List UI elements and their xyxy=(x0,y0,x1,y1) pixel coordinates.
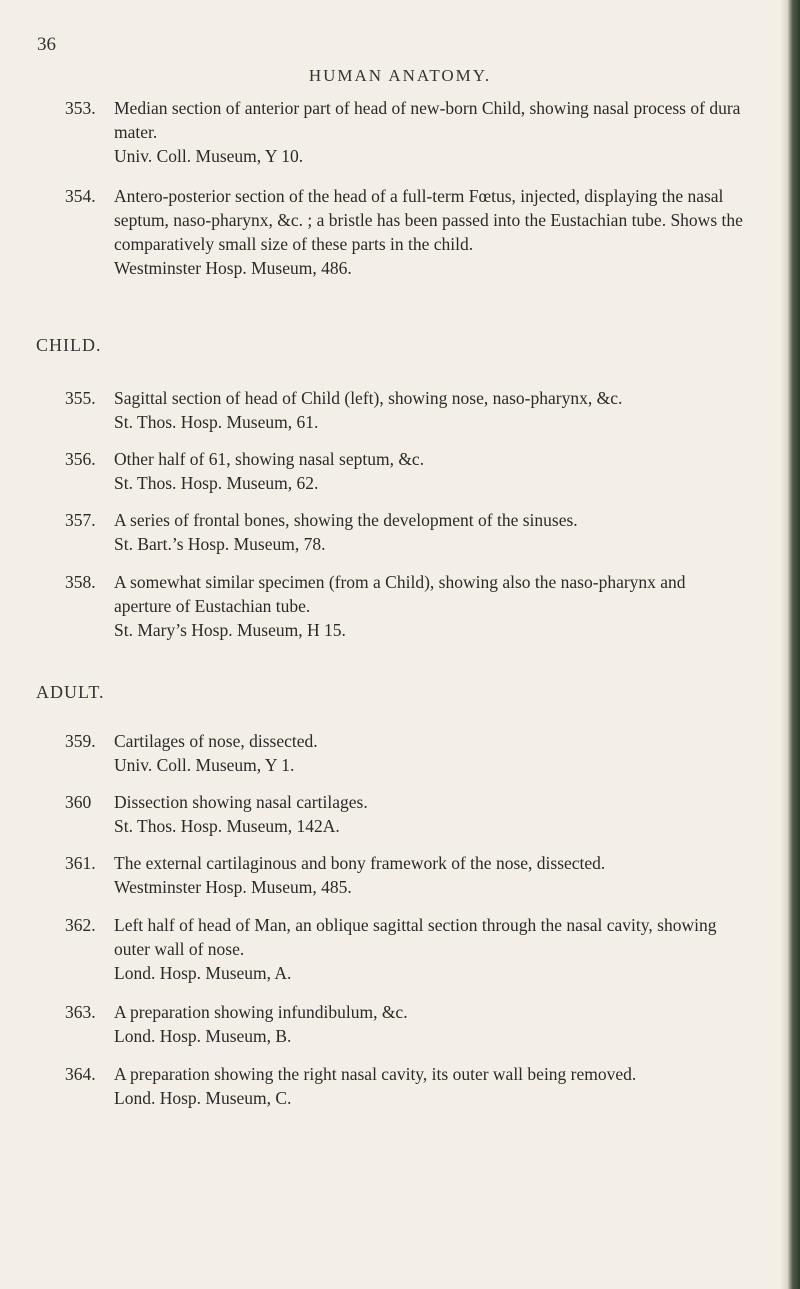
entry-source: St. Thos. Hosp. Museum, 61. xyxy=(114,412,319,432)
entry-source: Westminster Hosp. Museum, 486. xyxy=(114,258,352,278)
entry-number: 353. xyxy=(65,98,96,118)
entry-source: Westminster Hosp. Museum, 485. xyxy=(114,877,352,897)
entry-source: Lond. Hosp. Museum, A. xyxy=(114,963,292,983)
entry-number: 362. xyxy=(65,915,96,935)
section-heading-child: CHILD. xyxy=(36,335,102,355)
entry-source: St. Bart.’s Hosp. Museum, 78. xyxy=(114,534,326,554)
entry-number: 364. xyxy=(65,1064,96,1084)
entry-source: St. Thos. Hosp. Museum, 62. xyxy=(114,473,319,493)
entry-description: Median section of anterior part of head of new-born Child, showing nasal process of dura mater. xyxy=(114,98,741,142)
page-edge-shadow xyxy=(780,0,788,1289)
entry-source: St. Thos. Hosp. Museum, 142A. xyxy=(114,816,340,836)
entry-358 xyxy=(65,570,745,642)
entry-357 xyxy=(65,508,745,556)
entry-number: 354. xyxy=(65,186,96,206)
entry-number: 363. xyxy=(65,1002,96,1022)
entry-source: Lond. Hosp. Museum, C. xyxy=(114,1088,292,1108)
entry-description: A series of frontal bones, showing the development of the sinuses. xyxy=(114,510,578,530)
entry-description: Sagittal section of head of Child (left), showing nose, naso-pharynx, &c. xyxy=(114,388,623,408)
entry-361 xyxy=(65,851,745,899)
entry-description: A preparation showing infundibulum, &c. xyxy=(114,1002,408,1022)
entry-363 xyxy=(65,1000,745,1048)
entry-description: A somewhat similar specimen (from a Child), showing also the naso-pharynx and aperture of Eustachian tube. xyxy=(114,572,686,616)
page-edge xyxy=(788,0,800,1289)
entry-source: Univ. Coll. Museum, Y 10. xyxy=(114,146,304,166)
entry-source: St. Mary’s Hosp. Museum, H 15. xyxy=(114,620,346,640)
entry-description: Cartilages of nose, dissected. xyxy=(114,731,318,751)
entry-362 xyxy=(65,913,745,985)
entry-description: Left half of head of Man, an oblique sagittal section through the nasal cavity, showing outer wall of nose. xyxy=(114,915,717,959)
entry-number: 361. xyxy=(65,853,96,873)
entry-356 xyxy=(65,447,745,495)
entry-355 xyxy=(65,386,745,434)
entry-364 xyxy=(65,1062,745,1110)
entry-description: A preparation showing the right nasal cavity, its outer wall being removed. xyxy=(114,1064,637,1084)
entry-source: Univ. Coll. Museum, Y 1. xyxy=(114,755,295,775)
entry-354 xyxy=(65,184,745,280)
section-heading-adult: ADULT. xyxy=(36,682,105,702)
entry-number: 359. xyxy=(65,731,96,751)
entry-number: 355. xyxy=(65,388,96,408)
entry-number: 358. xyxy=(65,572,96,592)
entry-353 xyxy=(65,96,745,168)
page-number: 36 xyxy=(37,34,56,55)
entry-description: Antero-posterior section of the head of a full-term Fœtus, injected, displaying the nasal septum, naso-pharynx, &c. ; a bristle has been passed into the Eustachian tube. Shows the comparatively small size of these parts in the child. xyxy=(114,186,743,254)
entry-number: 356. xyxy=(65,449,96,469)
entry-number: 360 xyxy=(65,792,92,812)
entry-description: The external cartilaginous and bony framework of the nose, dissected. xyxy=(114,853,606,873)
entry-description: Dissection showing nasal cartilages. xyxy=(114,792,368,812)
entry-number: 357. xyxy=(65,510,96,530)
entry-description: Other half of 61, showing nasal septum, &c. xyxy=(114,449,425,469)
entry-359 xyxy=(65,729,745,777)
entry-360 xyxy=(65,790,745,838)
running-head: HUMAN ANATOMY. xyxy=(308,66,492,85)
entry-source: Lond. Hosp. Museum, B. xyxy=(114,1026,292,1046)
